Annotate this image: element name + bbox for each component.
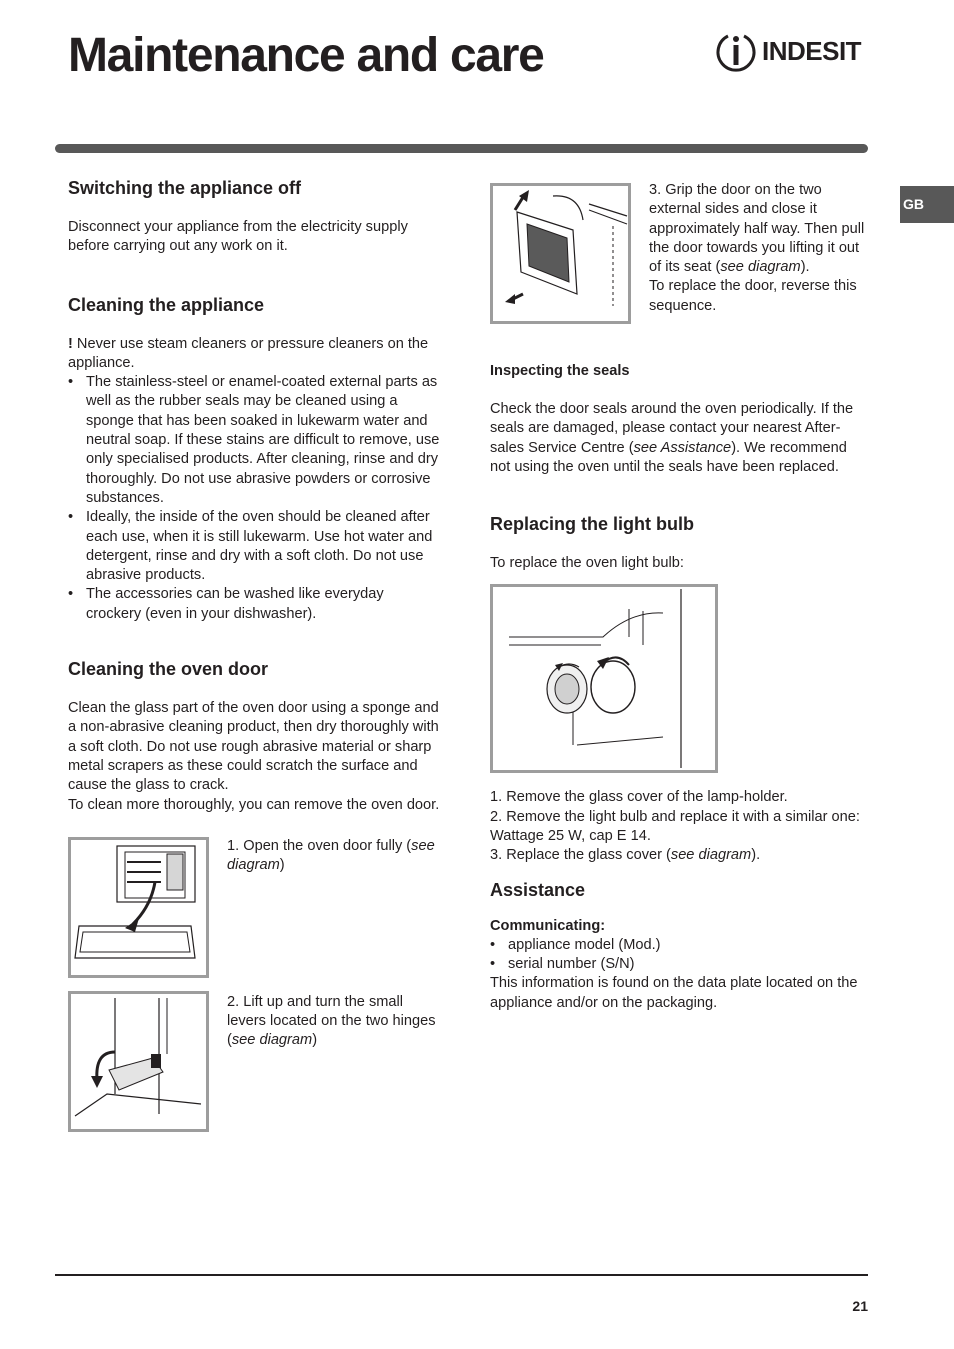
door-removal-figure — [490, 183, 631, 324]
list-item: • Ideally, the inside of the oven should be cleaned after each use, when it is still lukewarm. Use hot water and detergent, rinse and dry with a soft cloth. Do not use abrasive products. — [68, 508, 442, 585]
bulb-heading: Replacing the light bulb — [490, 514, 694, 535]
door-heading: Cleaning the oven door — [68, 659, 269, 680]
seals-text: Check the door seals around the oven periodically. If the seals are damaged, please contact your nearest After-sales Service Centre (see Assistance). We recommend not using the oven until the seals have been replaced. — [490, 401, 854, 475]
list-item: • serial number (S/N) — [490, 955, 868, 974]
cleaning-heading: Cleaning the appliance — [68, 294, 265, 315]
door-step-2 — [68, 991, 442, 1132]
door-removal-diagram — [493, 186, 628, 321]
brand-logo — [714, 30, 872, 74]
bulb-step-3: 3. Replace the glass cover (see diagram). — [490, 847, 761, 864]
header-rule — [55, 144, 868, 153]
left-column — [68, 177, 442, 1132]
door-step-1 — [68, 837, 442, 978]
light-bulb-figure — [490, 584, 718, 773]
switching-text: Disconnect your appliance from the electricity supply before carrying out any work on it. — [68, 219, 408, 255]
door-step-3 — [490, 177, 868, 324]
switching-heading: Switching the appliance off — [68, 178, 302, 198]
hinge-lever-figure — [68, 991, 209, 1132]
door-step-2-text: 2. Lift up and turn the small levers located on the two hinges (see diagram) — [227, 993, 436, 1049]
bulb-step-1: 1. Remove the glass cover of the lamp-holder. — [490, 789, 788, 806]
assistance-text: This information is found on the data plate located on the appliance and/or on the packaging. — [490, 975, 858, 1011]
list-item: • appliance model (Mod.) — [490, 936, 868, 955]
bulb-step-2: 2. Remove the light bulb and replace it with a similar one: Wattage 25 W, cap E 14. — [490, 808, 860, 845]
cleaning-list — [68, 373, 442, 624]
page-title: Maintenance and care — [68, 29, 544, 82]
bulb-intro: To replace the oven light bulb: — [490, 555, 684, 572]
assistance-heading: Assistance — [490, 879, 586, 900]
warning-mark: ! — [68, 335, 73, 352]
page-number: 21 — [852, 1298, 868, 1314]
indesit-logo-icon — [714, 30, 758, 74]
footer-rule — [55, 1274, 868, 1276]
oven-door-open-diagram — [71, 840, 206, 975]
door-text-more: To clean more thoroughly, you can remove the oven door. — [68, 796, 440, 813]
list-item: • The accessories can be washed like everyday crockery (even in your dishwasher). — [68, 585, 442, 624]
brand-name: INDESIT — [762, 36, 862, 66]
list-item: • The stainless-steel or enamel-coated external parts as well as the rubber seals may be cleaned using a sponge that has been soaked in lukewarm water and neutral soap. If these stains are difficult to remove, use only specialised products. After cleaning, rinse and dry thoroughly. Do not use abrasive powders or corrosive substances. — [68, 373, 442, 508]
oven-door-open-figure — [68, 837, 209, 978]
cleaning-warning: ! Never use steam cleaners or pressure cleaners on the appliance. — [68, 335, 429, 371]
language-tab: GB — [900, 186, 954, 223]
door-step-1-text: 1. Open the oven door fully (see diagram) — [227, 837, 435, 874]
light-bulb-diagram — [493, 587, 715, 770]
assistance-list — [490, 936, 868, 975]
door-step-3-text: 3. Grip the door on the two external sides and close it approximately half way. Then pull the door towards you lifting it out of its seat (see diagram). To replace the door, reverse this sequence. — [649, 182, 865, 314]
hinge-lever-diagram — [71, 994, 206, 1129]
assistance-subheading: Communicating: — [490, 917, 606, 934]
door-text: Clean the glass part of the oven door using a sponge and a non-abrasive cleaning product, then dry thoroughly with a soft cloth. Do not use rough abrasive material or sharp metal scrapers as these could scratch the surface and cause the glass to crack. — [68, 700, 439, 794]
right-column — [490, 177, 868, 1013]
seals-heading: Inspecting the seals — [490, 363, 630, 379]
